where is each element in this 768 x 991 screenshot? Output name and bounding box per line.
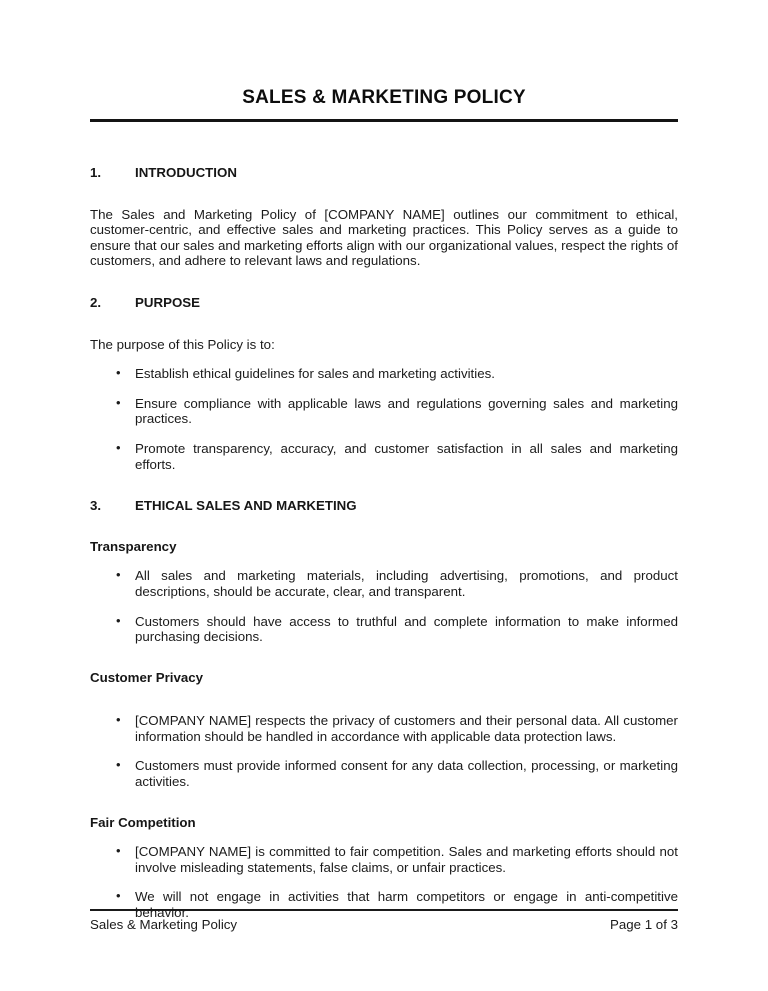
bullet-text: Customers must provide informed consent for any data collection, processing, or marketing activities. bbox=[135, 758, 678, 790]
section-2-heading bbox=[90, 295, 678, 311]
bullet-text: [COMPANY NAME] respects the privacy of customers and their personal data. All customer information should be handled in accordance with applicable data protection laws. bbox=[135, 713, 678, 744]
subsection-fair-competition-heading: Fair Competition bbox=[90, 814, 196, 830]
section-purpose bbox=[90, 295, 678, 472]
bullet-text: Customers should have access to truthful and complete information to make informed purchasing decisions. bbox=[135, 613, 678, 645]
bullet-icon: • bbox=[116, 843, 121, 859]
bullet-icon: • bbox=[116, 712, 121, 728]
bullet-icon: • bbox=[116, 394, 121, 410]
list-item bbox=[116, 567, 678, 599]
section-introduction bbox=[90, 165, 678, 269]
bullet-text: Establish ethical guidelines for sales and marketing activities. bbox=[135, 366, 495, 382]
page-footer bbox=[90, 909, 678, 933]
section-2-title: PURPOSE bbox=[135, 294, 201, 310]
list-item bbox=[116, 439, 678, 472]
bullet-icon: • bbox=[116, 612, 121, 628]
bullet-icon: • bbox=[116, 567, 121, 583]
transparency-bullet-list bbox=[90, 568, 678, 644]
title-rule bbox=[90, 119, 678, 122]
bullet-text: All sales and marketing materials, including advertising, promotions, and product descriptions, should be accurate, clear, and transparent. bbox=[135, 568, 678, 599]
bullet-text: Promote transparency, accuracy, and customer satisfaction in all sales and marketing efforts. bbox=[135, 440, 678, 472]
list-item bbox=[116, 612, 678, 645]
bullet-icon: • bbox=[116, 888, 121, 904]
section-3-number: 3. bbox=[90, 498, 102, 514]
bullet-text: Ensure compliance with applicable laws and regulations governing sales and marketing practices. bbox=[135, 395, 678, 427]
purpose-intro: The purpose of this Policy is to: bbox=[90, 336, 275, 352]
subsection-customer-privacy-heading: Customer Privacy bbox=[90, 669, 204, 685]
section-1-number: 1. bbox=[90, 165, 102, 180]
bullet-text: [COMPANY NAME] is committed to fair competition. Sales and marketing efforts should not involve misleading statements, false claims, or unfair practices. bbox=[135, 844, 678, 875]
section-ethical-sales-and-marketing bbox=[90, 498, 678, 921]
document-title: SALES & MARKETING POLICY bbox=[242, 87, 526, 108]
list-item bbox=[116, 757, 678, 790]
introduction-paragraph: The Sales and Marketing Policy of [COMPANY NAME] outlines our commitment to ethical, customer-centric, and effective sales and marketing practices. This Policy serves as a guide to ensure that our sales and marketing efforts align with our organizational values, respect the rights of customers, and adhere to relevant laws and regulations. bbox=[90, 206, 678, 269]
section-1-title: INTRODUCTION bbox=[135, 165, 237, 180]
section-3-heading bbox=[90, 498, 678, 514]
list-item bbox=[116, 843, 678, 875]
footer-document-title: Sales & Marketing Policy bbox=[90, 917, 238, 933]
section-2-number: 2. bbox=[90, 294, 102, 310]
bullet-text: We will not engage in activities that harm competitors or engage in anti-competitive behavior. bbox=[135, 889, 678, 921]
purpose-bullet-list bbox=[90, 366, 678, 472]
section-1-heading bbox=[90, 165, 678, 181]
bullet-icon: • bbox=[116, 439, 121, 455]
list-item bbox=[116, 712, 678, 744]
section-3-title: ETHICAL SALES AND MARKETING bbox=[135, 498, 357, 514]
list-item bbox=[116, 394, 678, 427]
bullet-icon: • bbox=[116, 757, 121, 773]
customer-privacy-bullet-list bbox=[90, 713, 678, 789]
list-item bbox=[116, 365, 678, 382]
footer-page-number: Page 1 of 3 bbox=[609, 917, 678, 933]
subsection-transparency-heading: Transparency bbox=[90, 538, 177, 554]
bullet-icon: • bbox=[116, 365, 121, 381]
